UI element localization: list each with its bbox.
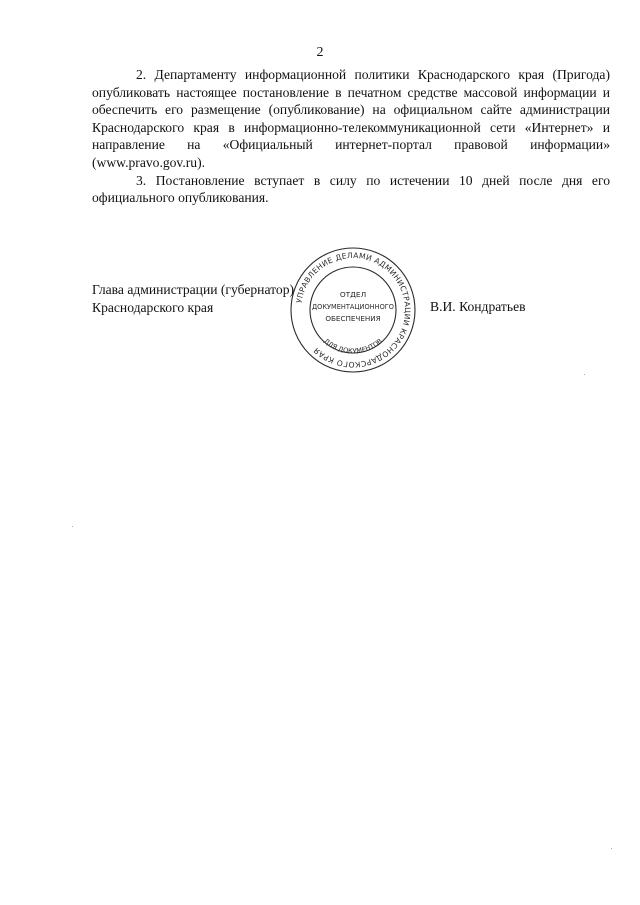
official-seal — [288, 245, 418, 375]
signatory-position — [92, 281, 294, 316]
seal-center-line2: ДОКУМЕНТАЦИОННОГО — [312, 303, 394, 311]
page-number: 2 — [316, 45, 324, 60]
seal-center-line1: ОТДЕЛ — [339, 290, 367, 299]
signatory-position-line1: Глава администрации (губернатор) — [92, 282, 295, 297]
seal-center-line3: ОБЕСПЕЧЕНИЯ — [325, 314, 381, 323]
signatory-name: В.И. Кондратьев — [430, 299, 526, 314]
scan-speck — [611, 848, 612, 849]
signatory-position-line2: Краснодарского края — [92, 299, 214, 315]
paragraph-2: 2. Департаменту информационной политики Краснодарского края (Пригода) опубликовать настоящее постановление в печатном средстве массовой информации и обеспечить его размещение (опубликование) на официальном сайте администрации Краснодарского края в информационно-телекоммуникационной сети «Интернет» и направление на «Официальный интернет-портал правовой информации» (www.pravo.gov.ru). — [92, 67, 610, 170]
seal-bottom-text: ДЛЯ ДОКУМЕНТОВ — [322, 337, 384, 356]
scan-speck — [72, 526, 73, 527]
seal-outer-text: УПРАВЛЕНИЕ ДЕЛАМИ АДМИНИСТРАЦИИ КРАСНОДАРСКОГО КРАЯ — [294, 250, 413, 370]
paragraph-3: 3. Постановление вступает в силу по истечении 10 дней после дня его официального опубликования. — [92, 172, 610, 206]
document-body — [92, 66, 610, 207]
scan-speck — [584, 374, 585, 375]
